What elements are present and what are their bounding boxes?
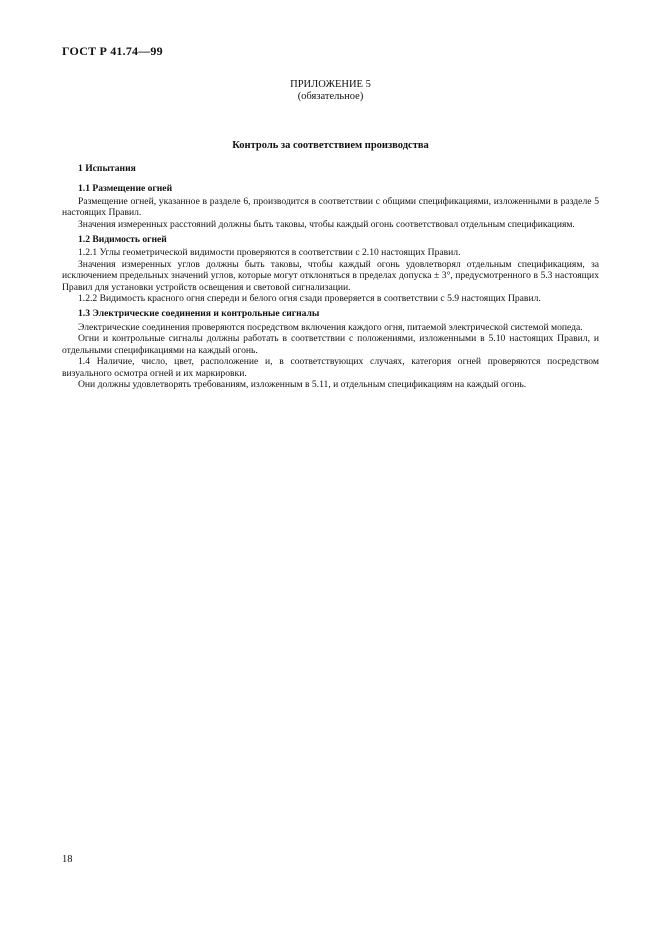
- section-heading-1-3: 1.3 Электрические соединения и контрольные сигналы: [78, 308, 320, 320]
- paragraph: 1.4 Наличие, число, цвет, расположение и, в соответствующих случаях, категория огней проверяются посредством визуального осмотра огней и их маркировки.: [62, 356, 599, 379]
- paragraph: Они должны удовлетворять требованиям, изложенным в 5.11, и отдельным спецификациям на каждый огонь.: [78, 378, 527, 390]
- document-body: [62, 163, 599, 390]
- section-heading-1: 1 Испытания: [78, 163, 136, 174]
- appendix-block: [0, 79, 661, 103]
- paragraph: Огни и контрольные сигналы должны работать в соответствии с положениями, изложенными в 5.10 настоящих Правил, и отдельными спецификациями на каждый огонь.: [62, 333, 599, 356]
- paragraph: 1.2.1 Углы геометрической видимости проверяются в соответствии с 2.10 настоящих Правил.: [78, 247, 461, 259]
- paragraph: Значения измеренных углов должны быть таковы, чтобы каждый огонь удовлетворял отдельным спецификациям, за исключением предельных значений углов, которые могут отклоняться в пределах допуска ± 3°, предусмотренного в 5.3 настоящих Правил для установки устройств освещения и световой сигнализации.: [62, 258, 599, 293]
- document-title: Контроль за соответствием производства: [232, 140, 429, 151]
- section-heading-1-2: 1.2 Видимость огней: [78, 234, 167, 246]
- appendix-status: (обязательное): [297, 91, 364, 102]
- paragraph: 1.2.2 Видимость красного огня спереди и белого огня сзади проверяется в соответствии с 5.9 настоящих Правил.: [78, 293, 541, 305]
- paragraph: Значения измеренных расстояний должны быть таковы, чтобы каждый огонь соответствовал отдельным спецификациям.: [78, 218, 575, 230]
- paragraph: Размещение огней, указанное в разделе 6, производится в соответствии с общими спецификациями, изложенными в разделе 5 настоящих Правил.: [62, 195, 599, 219]
- page-number: 18: [62, 854, 73, 865]
- standard-header: ГОСТ Р 41.74—99: [62, 44, 163, 58]
- paragraph: Электрические соединения проверяются посредством включения каждого огня, питаемой электрической системой мопеда.: [78, 321, 583, 333]
- section-heading-1-1: 1.1 Размещение огней: [78, 183, 173, 195]
- appendix-title: ПРИЛОЖЕНИЕ 5: [290, 79, 371, 90]
